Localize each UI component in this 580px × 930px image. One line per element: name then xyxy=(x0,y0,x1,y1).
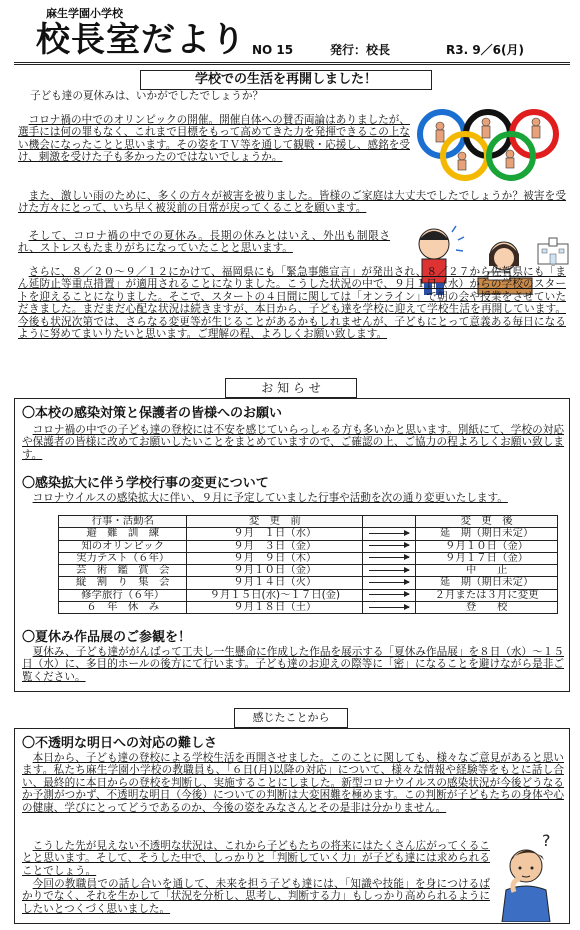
table-header xyxy=(363,516,416,528)
thinking-boy-icon xyxy=(492,832,566,922)
table-header: 変 更 前 xyxy=(187,516,363,528)
article-paragraph-4 xyxy=(18,230,390,255)
event-name: 縦 割 り 集 会 xyxy=(59,577,187,589)
reflection-text-1: 本日から、子ども達の登校による学校生活を再開させました。このことに関しても、様々なご意見があると思います。私たち麻生学園小学校の教職員も、「６日(月)以降の対応」について、様々な情報や経験等をもとに話し合い、最終的に本日からの登校を判断し、実施することにしました。新型コロナウイルスの感染状況が今後どうなるか予測がつかず、不透明な明日（今後）についての判断は大変困難を極めます。この判断が子どもたちの身体や心の健康、学びにとってどうであるのか、今後の姿をみなさんとその是非は分かりません。 xyxy=(22,752,564,814)
event-changes-text: コロナウイルスの感染拡大に伴い、９月に予定していました行事や活動を次の通り変更いたします。 xyxy=(32,492,508,504)
event-name: 芸 術 鑑 賞 会 xyxy=(59,565,187,577)
event-after: ９月１７日（金） xyxy=(416,552,558,564)
arrow-right-icon xyxy=(369,570,409,571)
art-exhibit-title: 〇夏休み作品展のご参観を！ xyxy=(22,630,192,645)
reflection-text-2: こうした先が見えない不透明な状況は、これから子どもたちの将来にはたくさん広がってくることと思います。そして、そうした中で、しっかりと「判断していく力」が子ども達には求められることでしょう。 xyxy=(22,840,490,877)
olympic-text: コロナ禍の中でのオリンピックの開催。開催自体への賛否両論はありましたが、選手には何の罪もなく、これまで目標をもって高めてきた力を発揮できるこの上ない機会になったことと思います。その姿をＴＶ等を通して観戦・応援し、感銘を受け、刺激を受けた子も多かったのではないでしょうか。 xyxy=(18,114,410,164)
table-row xyxy=(59,528,558,540)
arrow-right-icon xyxy=(369,533,409,534)
infection-measures-text: コロナ禍の中での子ども達の登校には不安を感じていらっしゃる方も多いかと思います。別紙にて、学校の対応や保護者の皆様に改めてお願いしたいことをまとめていますので、ご確認の上、ご協力の程よろしくお願い致します。 xyxy=(22,424,564,461)
article-paragraph-5 xyxy=(18,266,566,340)
event-changes-title: 〇感染拡大に伴う学校行事の変更について xyxy=(22,476,269,491)
table-row xyxy=(59,602,558,614)
arrow-right-icon xyxy=(369,545,409,546)
event-changes-body xyxy=(22,492,564,504)
article-paragraph-1: 子ども達の夏休みは、いかがでしたでしょうか？ xyxy=(30,90,264,102)
event-name: 避 難 訓 練 xyxy=(59,528,187,540)
reflection-paragraph-1 xyxy=(22,752,564,814)
event-name: 実力テスト（６年） xyxy=(59,552,187,564)
event-before: ９月１８日（土） xyxy=(187,602,363,614)
event-before: ９月１５日(水)～１７日(金) xyxy=(187,589,363,601)
event-after: ２月または３月に変更 xyxy=(416,589,558,601)
header xyxy=(14,6,574,64)
table-row xyxy=(59,552,558,564)
reflection-heading: 感じたことから xyxy=(234,708,348,728)
disaster-text: また、激しい雨のために、多くの方々が被害を被りました。皆様のご家庭は大丈夫でしたでしょうか？被害を受けた方々にとって、いち早く被災前の日常が戻ってくることを願います。 xyxy=(18,190,566,215)
arrow-right-icon xyxy=(369,582,409,583)
olympic-rings-icon xyxy=(410,104,566,186)
event-after: 延 期（期日未定） xyxy=(416,577,558,589)
event-after: ９月１０日（金） xyxy=(416,540,558,552)
notice-heading: お 知 ら せ xyxy=(225,378,357,398)
event-name: ６ 年 休 み xyxy=(59,602,187,614)
infection-measures-body xyxy=(22,424,564,461)
article-headline: 学校での生活を再開しました！ xyxy=(140,70,432,90)
summer-text: そして、コロナ禍の中での夏休み。長期の休みとはいえ、外出も制限され、ストレスもたまりがちになっていたことと思います。 xyxy=(18,230,390,255)
art-exhibit-text: 夏休み、子ども達ががんばって工夫し一生懸命に作成した作品を展示する「夏休み作品展」を８日（水）～１５日（水）に、多目的ホールの後方にて行います。子ども達のお迎えの際等に「密」になることを避けながら是非ご覧ください。 xyxy=(22,646,564,683)
event-change-table xyxy=(58,515,558,614)
school-building-icon xyxy=(536,236,570,266)
arrow-right-icon xyxy=(369,607,409,608)
infection-measures-title: 〇本校の感染対策と保護者の皆様へのお願い xyxy=(22,406,283,421)
event-after: 延 期（期日未定） xyxy=(416,528,558,540)
svg-text:?: ? xyxy=(542,832,551,850)
table-header-row xyxy=(59,516,558,528)
event-name: 修学旅行（６年） xyxy=(59,589,187,601)
reflection-text-3: 今回の教職員での話し合いを通して、未来を担う子ども達には、「知識や技能」を身につけるばかりでなく、それを生かして「状況を分析し、思考し、判断する力」もしっかり高められるようにしたいとつくづく思いました。 xyxy=(22,878,490,915)
event-before: ９月 １日（水） xyxy=(187,528,363,540)
newsletter-title: 校長室だより xyxy=(36,20,246,60)
event-name: 知のオリンピック xyxy=(59,540,187,552)
event-before: ９月 ３日（金） xyxy=(187,540,363,552)
table-header: 行事・活動名 xyxy=(59,516,187,528)
table-row xyxy=(59,577,558,589)
reflection-paragraph-2 xyxy=(22,840,490,877)
reflection-paragraph-3 xyxy=(22,878,490,915)
article-paragraph-3 xyxy=(18,190,566,215)
issue-date: R3. 9／6(月) xyxy=(446,43,524,57)
reflection-title: 〇不透明な明日への対応の難しさ xyxy=(22,736,218,751)
article-paragraph-2 xyxy=(18,114,410,164)
event-before: ９月１０日（金） xyxy=(187,565,363,577)
table-header: 変 更 後 xyxy=(416,516,558,528)
event-before: ９月 ９日（木） xyxy=(187,552,363,564)
arrow-right-icon xyxy=(369,594,409,595)
table-row xyxy=(59,540,558,552)
event-after: 中 止 xyxy=(416,565,558,577)
issue-number: NO 15 xyxy=(252,43,294,57)
school-name: 麻生学園小学校 xyxy=(46,7,123,20)
publisher: 発行：校長 xyxy=(330,43,391,57)
event-after: 登 校 xyxy=(416,602,558,614)
header-divider xyxy=(14,62,570,65)
art-exhibit-body xyxy=(22,646,564,683)
table-row xyxy=(59,589,558,601)
event-before: ９月１４日（火） xyxy=(187,577,363,589)
emergency-text: さらに、８／２０～９／１２にかけて、福岡県にも「緊急事態宣言」が発出され、８／２７から佐賀県にも「まん延防止等重点措置」が適用されることになりました。こうした状況の中で、９月１日（水）からの学校のスタートを迎えることになりました。そこで、スタートの４日間に関しては「オンライン」で朝の会や授業をさせていただきました。まだまだ心配な状況は続きますが、本日から、子ども達を学校に迎えて学校生活を再開しています。今後も状況次第では、さらなる変更等が生じることがあるかもしれませんが、子どもにとって意義ある毎日になるように努めてまいりたいと思います。ご理解の程、よろしくお願い致します。 xyxy=(18,266,566,341)
arrow-right-icon xyxy=(369,557,409,558)
